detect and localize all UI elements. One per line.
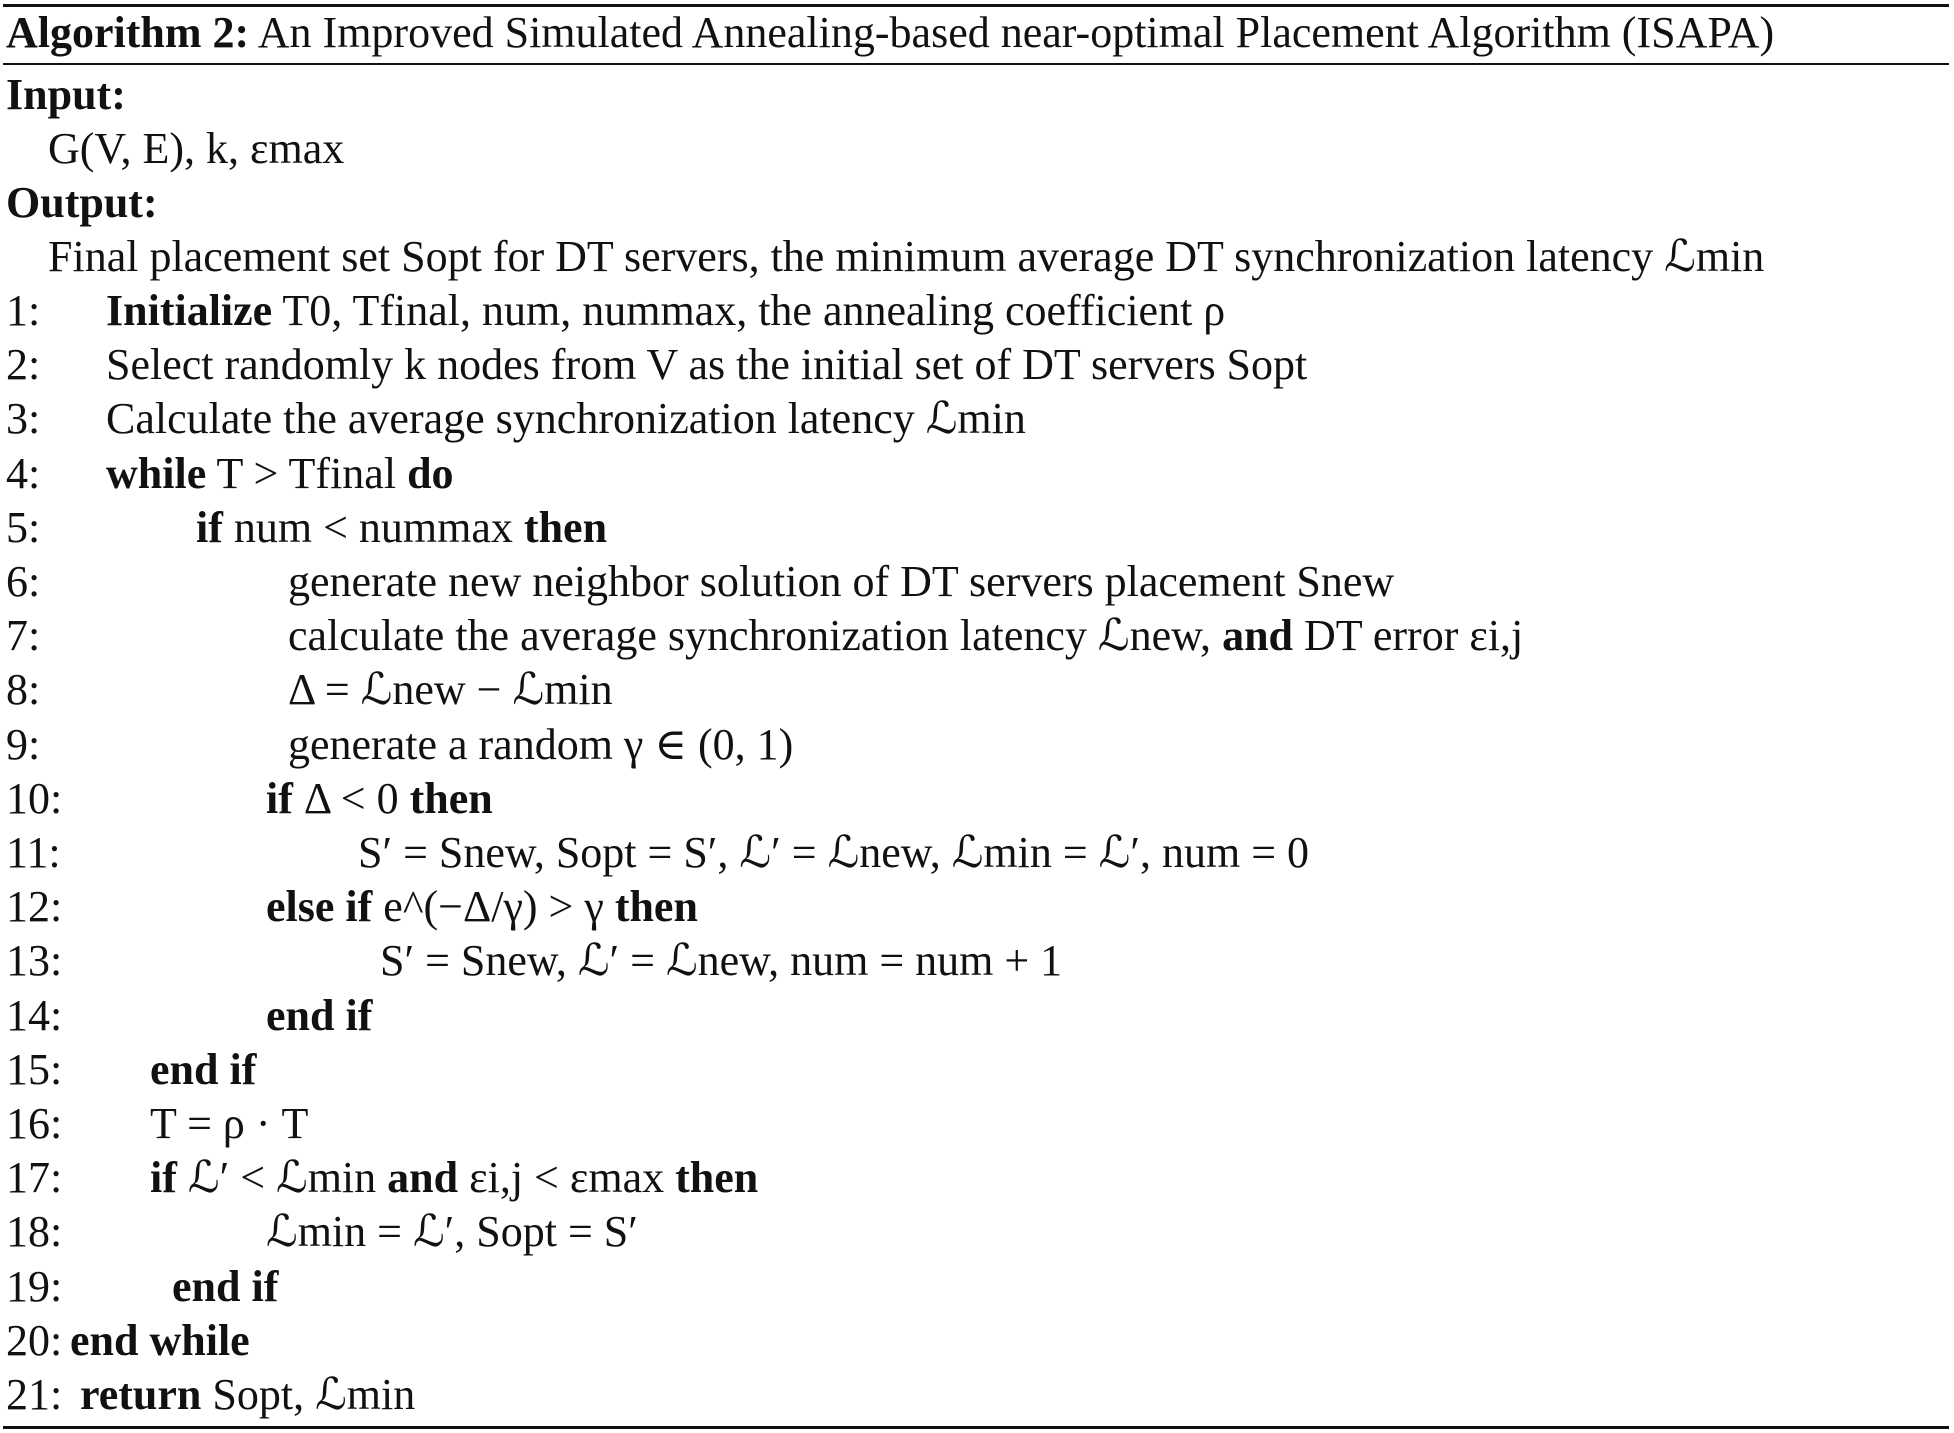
step-number: 19: xyxy=(6,1261,63,1311)
step-text: generate new neighbor solution of DT servers placement Snew xyxy=(288,557,1395,606)
step-number: 2: xyxy=(6,340,41,390)
step-number: 10: xyxy=(6,773,63,823)
step-number: 12: xyxy=(6,882,63,932)
step-number: 8: xyxy=(6,665,41,715)
step-text: generate a random γ ∈ (0, 1) xyxy=(288,719,794,769)
step-number: 15: xyxy=(6,1044,63,1094)
algorithm-title xyxy=(6,6,1774,60)
output-label: Output: xyxy=(6,178,158,227)
step-text: Select randomly k nodes from V as the initial set of DT servers Sopt xyxy=(106,340,1308,390)
step-text: return Sopt, ℒmin xyxy=(80,1370,416,1419)
step-text: if Δ < 0 then xyxy=(266,773,493,823)
step-number: 5: xyxy=(6,502,41,552)
input-label: Input: xyxy=(6,70,126,119)
step-number: 16: xyxy=(6,1099,63,1148)
step-text: ℒmin = ℒ′, Sopt = S′ xyxy=(266,1207,638,1257)
step-text: else if e^(−Δ/γ) > γ then xyxy=(266,882,698,932)
step-number: 21: xyxy=(6,1370,63,1419)
step-text: T = ρ · T xyxy=(150,1099,309,1148)
algorithm-label: Algorithm 2: xyxy=(6,8,250,57)
step-number: 18: xyxy=(6,1207,63,1257)
step-text: end while xyxy=(70,1315,250,1365)
step-text: if ℒ′ < ℒmin and εi,j < εmax then xyxy=(150,1153,759,1203)
step-number: 1: xyxy=(6,286,41,335)
bottom-rule xyxy=(3,1426,1949,1429)
step-text: S′ = Snew, Sopt = S′, ℒ′ = ℒnew, ℒmin = ℒ′, num = 0 xyxy=(358,828,1310,877)
step-number: 6: xyxy=(6,557,41,606)
step-text: Δ = ℒnew − ℒmin xyxy=(288,665,613,715)
step-text: end if xyxy=(172,1261,279,1311)
step-text: calculate the average synchronization latency ℒnew, and DT error εi,j xyxy=(288,611,1524,661)
step-number: 13: xyxy=(6,936,63,986)
algorithm-name: An Improved Simulated Annealing-based near-optimal Placement Algorithm (ISAPA) xyxy=(257,8,1775,57)
step-text: S′ = Snew, ℒ′ = ℒnew, num = num + 1 xyxy=(380,936,1063,986)
step-number: 20: xyxy=(6,1315,63,1365)
step-number: 3: xyxy=(6,394,41,444)
step-number: 11: xyxy=(6,828,61,877)
header-rule xyxy=(3,63,1949,65)
step-number: 9: xyxy=(6,719,41,769)
step-text: if num < nummax then xyxy=(196,502,608,552)
step-text: while T > Tfinal do xyxy=(106,448,454,498)
step-text: end if xyxy=(150,1044,257,1094)
output-value: Final placement set Sopt for DT servers, the minimum average DT synchronization latency ℒmin xyxy=(48,232,1765,281)
step-number: 4: xyxy=(6,448,41,498)
step-text: Initialize T0, Tfinal, num, nummax, the annealing coefficient ρ xyxy=(106,286,1226,335)
step-text: end if xyxy=(266,990,373,1040)
step-number: 7: xyxy=(6,611,41,661)
step-number: 14: xyxy=(6,990,63,1040)
step-number: 17: xyxy=(6,1153,63,1203)
input-value: G(V, E), k, εmax xyxy=(48,124,345,173)
step-text: Calculate the average synchronization latency ℒmin xyxy=(106,394,1026,444)
